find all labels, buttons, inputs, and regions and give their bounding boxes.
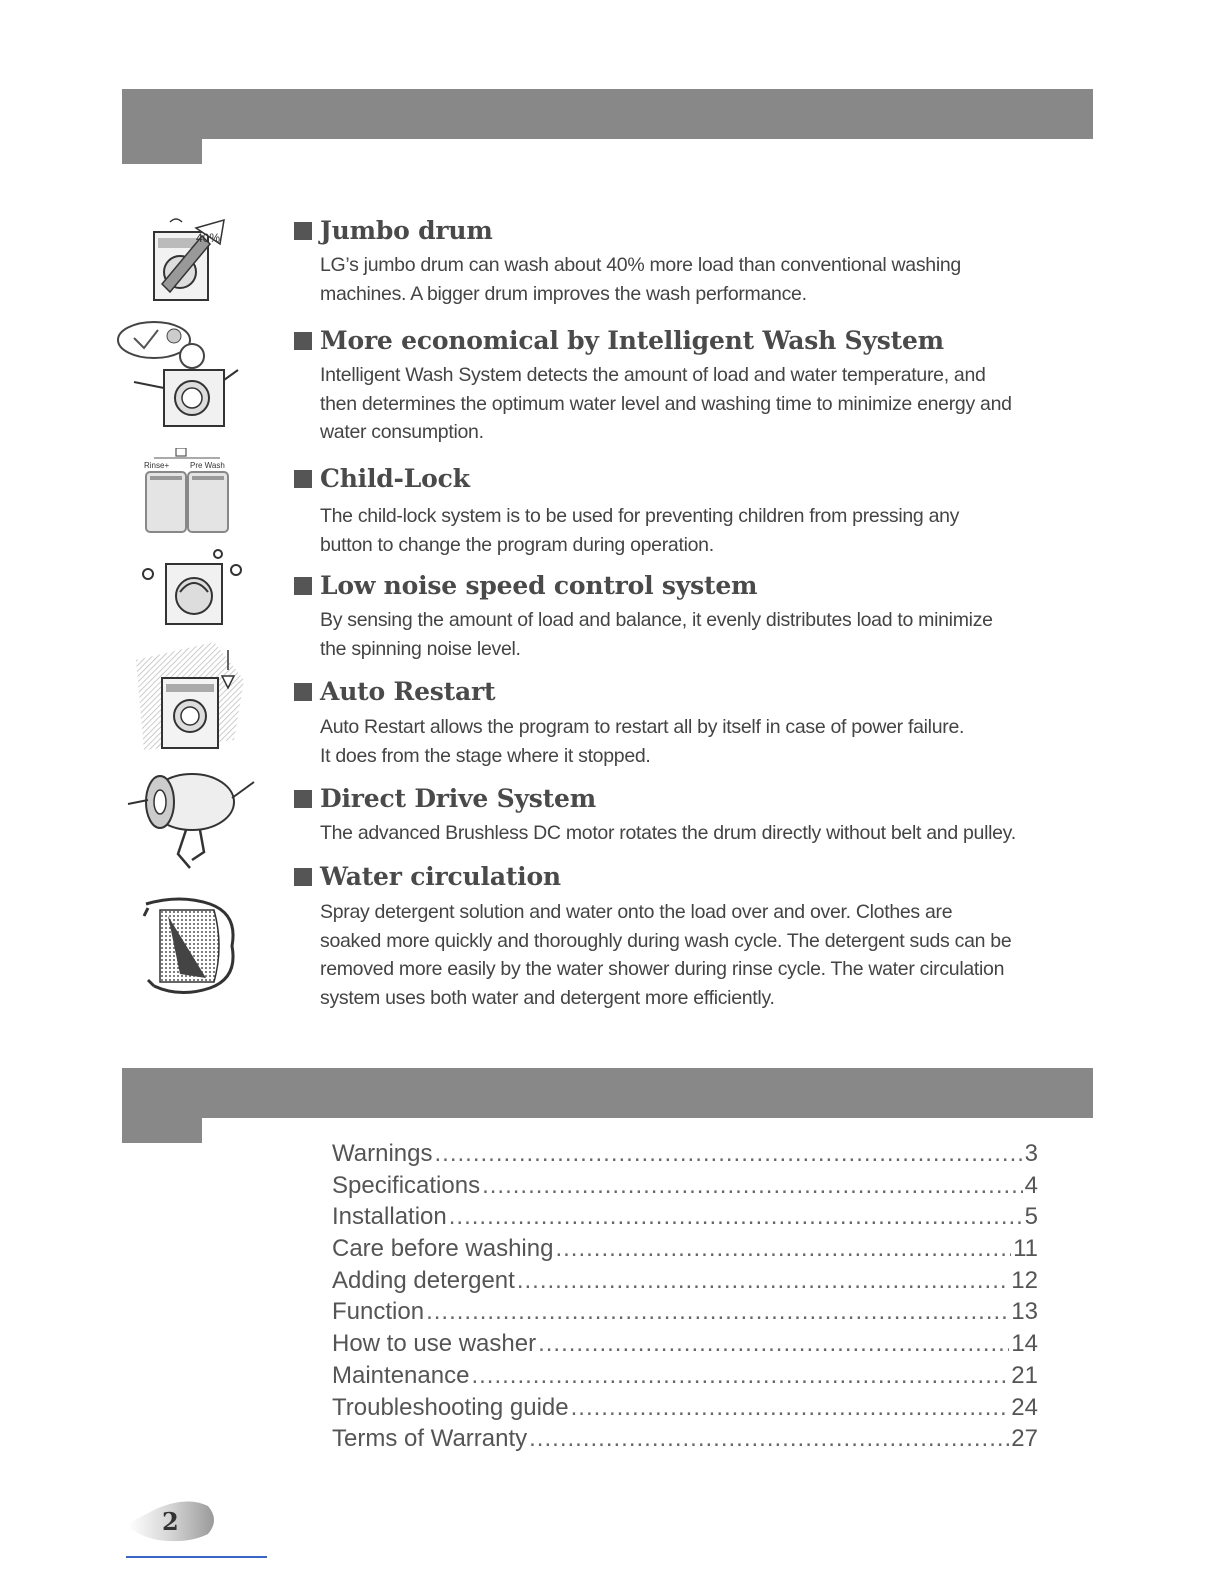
toc-label[interactable]: Adding detergent [332, 1266, 515, 1294]
contents-header-tab [122, 1118, 202, 1143]
description-line: the spinning noise level. [320, 637, 521, 660]
toc-leader [529, 1425, 1009, 1453]
feature-title: Auto Restart [320, 677, 496, 706]
toc-leader [538, 1330, 1009, 1358]
intelligent-wash-icon [114, 318, 244, 430]
jumbo-drum-icon-label: 40% [196, 231, 221, 245]
toc-leader [482, 1172, 1023, 1200]
toc-entry-care-before-washing[interactable] [332, 1235, 1038, 1267]
toc-page-number[interactable]: 27 [1011, 1425, 1038, 1453]
toc-leader [449, 1203, 1023, 1231]
toc-page-number[interactable]: 21 [1011, 1361, 1038, 1389]
toc-label[interactable]: How to use washer [332, 1330, 537, 1358]
low-noise-icon [138, 544, 248, 628]
feature-description [320, 819, 1094, 848]
description-line: By sensing the amount of load and balance, it evenly distributes load to minimize [320, 609, 993, 631]
toc-entry-warnings[interactable] [332, 1140, 1038, 1172]
toc-label[interactable]: Maintenance [332, 1361, 470, 1389]
toc-leader [517, 1267, 1009, 1295]
feature-title: Water circulation [320, 862, 561, 891]
feature-description [320, 898, 1094, 1012]
description-line: It does from the stage where it stopped. [320, 744, 651, 767]
description-line: then determines the optimum water level and washing time to minimize energy and [320, 392, 1012, 415]
feature-intelligent-wash [294, 326, 1094, 447]
toc-page-number[interactable]: 11 [1013, 1235, 1038, 1263]
toc-label[interactable]: Troubleshooting guide [332, 1393, 569, 1421]
feature-description [320, 251, 1094, 308]
toc-entry-function[interactable] [332, 1298, 1038, 1330]
toc-leader [555, 1235, 1011, 1263]
description-line: Spray detergent solution and water onto the load over and over. Clothes are [320, 901, 953, 923]
toc-entry-specifications[interactable] [332, 1172, 1038, 1204]
toc-entry-troubleshooting-guide[interactable] [332, 1394, 1038, 1426]
jumbo-drum-icon [140, 214, 236, 306]
feature-title: Low noise speed control system [320, 571, 758, 600]
bullet-square-icon [294, 790, 312, 808]
description-line: soaked more quickly and thoroughly during wash cycle. The detergent suds can be [320, 929, 1012, 952]
toc-page-number[interactable]: 3 [1024, 1140, 1038, 1167]
toc-entry-installation[interactable] [332, 1203, 1038, 1235]
description-line: system uses both water and detergent more efficiently. [320, 986, 775, 1009]
toc-leader [471, 1362, 1009, 1390]
bullet-square-icon [294, 868, 312, 886]
feature-auto-restart [294, 677, 1094, 770]
feature-description [320, 713, 1094, 770]
page-number: 2 [162, 1507, 179, 1536]
water-circulation-icon [140, 894, 242, 996]
feature-water-circulation [294, 862, 1094, 1012]
toc-leader [426, 1298, 1009, 1326]
feature-low-noise [294, 571, 1094, 663]
toc-page-number[interactable]: 5 [1024, 1203, 1038, 1231]
toc-page-number[interactable]: 12 [1011, 1266, 1038, 1294]
feature-title: More economical by Intelligent Wash System [320, 326, 944, 355]
bottom-link-rule [126, 1556, 267, 1558]
child-lock-icon-prewash-label: Pre Wash [190, 461, 225, 470]
toc-page-number[interactable]: 4 [1024, 1171, 1038, 1199]
toc-label[interactable]: Specifications [332, 1171, 481, 1199]
description-line: removed more easily by the water shower during rinse cycle. The water circulation [320, 958, 1005, 980]
contents-header-bar [122, 1068, 1093, 1118]
bullet-square-icon [294, 683, 312, 701]
toc-page-number[interactable]: 24 [1011, 1393, 1038, 1421]
toc-label[interactable]: Care before washing [332, 1235, 554, 1263]
bullet-square-icon [294, 577, 312, 595]
toc-leader [571, 1394, 1010, 1422]
bullet-square-icon [294, 222, 312, 240]
feature-description [320, 606, 1094, 663]
child-lock-icon [142, 448, 232, 536]
feature-description [320, 502, 1094, 559]
toc-page-number[interactable]: 13 [1011, 1298, 1038, 1326]
toc-entry-how-to-use-washer[interactable] [332, 1330, 1038, 1362]
description-line: LG’s jumbo drum can wash about 40% more load than conventional washing [320, 254, 961, 276]
feature-description [320, 361, 1094, 447]
toc-label[interactable]: Installation [332, 1203, 447, 1231]
description-line: machines. A bigger drum improves the wash performance. [320, 282, 807, 305]
description-line: button to change the program during operation. [320, 533, 714, 556]
page-number-badge [128, 1496, 216, 1544]
toc-page-number[interactable]: 14 [1011, 1330, 1038, 1358]
feature-title: Direct Drive System [320, 784, 596, 813]
toc-entry-adding-detergent[interactable] [332, 1267, 1038, 1299]
bullet-square-icon [294, 470, 312, 488]
direct-drive-icon [126, 760, 256, 872]
features-header-tab [122, 139, 202, 164]
table-of-contents [332, 1140, 1038, 1457]
feature-title: Jumbo drum [320, 216, 493, 245]
description-line: The advanced Brushless DC motor rotates the drum directly without belt and pulley. [320, 822, 1016, 844]
features-header-bar [122, 89, 1093, 139]
description-line: water consumption. [320, 421, 484, 443]
feature-jumbo-drum [294, 216, 1094, 308]
child-lock-icon-rinse-label: Rinse+ [144, 461, 170, 470]
description-line: Intelligent Wash System detects the amount of load and water temperature, and [320, 364, 986, 386]
feature-child-lock [294, 464, 1094, 559]
toc-label[interactable]: Warnings [332, 1140, 433, 1167]
toc-entry-maintenance[interactable] [332, 1362, 1038, 1394]
feature-direct-drive [294, 784, 1094, 848]
feature-title: Child-Lock [320, 464, 470, 493]
toc-entry-terms-of-warranty[interactable] [332, 1425, 1038, 1457]
toc-label[interactable]: Terms of Warranty [332, 1425, 528, 1453]
auto-restart-icon [134, 640, 246, 752]
toc-leader [434, 1140, 1022, 1168]
description-line: The child-lock system is to be used for preventing children from pressing any [320, 505, 960, 527]
description-line: Auto Restart allows the program to restart all by itself in case of power failure. [320, 716, 965, 738]
toc-label[interactable]: Function [332, 1298, 425, 1326]
bullet-square-icon [294, 332, 312, 350]
